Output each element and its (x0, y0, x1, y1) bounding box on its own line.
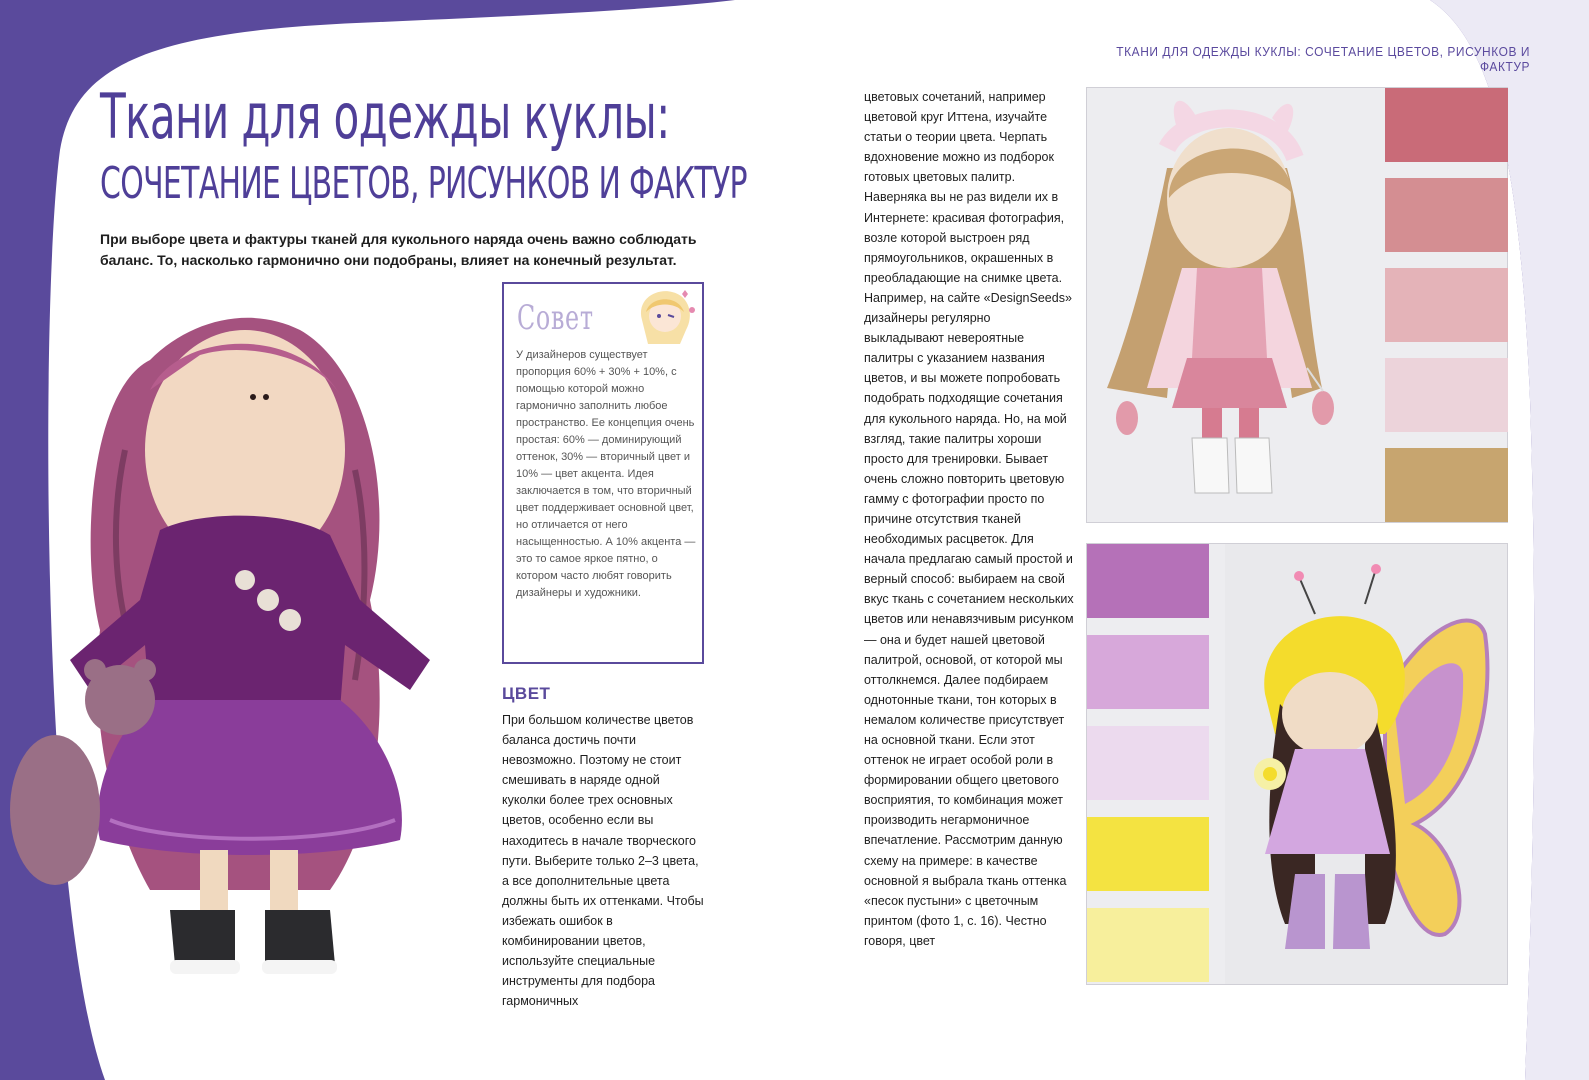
color-swatch (1385, 268, 1508, 342)
palette-purple (1087, 544, 1209, 984)
running-header: ТКАНИ ДЛЯ ОДЕЖДЫ КУКЛЫ: СОЧЕТАНИЕ ЦВЕТОВ, РИСУНКОВ И ФАКТУР (1116, 44, 1530, 74)
doll-butterfly-photo-frame (1086, 543, 1508, 985)
palette-pink (1385, 88, 1508, 522)
doll-pink-photo (1087, 88, 1369, 522)
page-title: Ткани для одежды куклы: (100, 80, 670, 153)
girl-illustration-icon (628, 286, 700, 348)
color-swatch (1087, 635, 1209, 709)
doll-pink-photo-frame (1086, 87, 1508, 523)
color-swatch (1087, 726, 1209, 800)
page-subtitle: СОЧЕТАНИЕ ЦВЕТОВ, РИСУНКОВ И ФАКТУР (100, 158, 747, 209)
body-column-1: При большом количестве цветов баланса достичь почти невозможно. Поэтому не стоит смешивать в наряде одной куколки более трех основных цветов, особенно если вы находитесь в начале творческого пути. Выберите только 2–3 цвета, а все дополнительные цвета должны быть их оттенками. Чтобы избежать ошибок в комбинировании цветов, используйте специальные инструменты для подбора гармоничных (502, 713, 704, 1009)
color-swatch (1087, 817, 1209, 891)
lead-paragraph: При выборе цвета и фактуры тканей для кукольного наряда очень важно соблюдать баланс. То, насколько гармонично они подобраны, влияет на конечный результат. (100, 231, 697, 268)
doll-butterfly-photo (1225, 544, 1507, 984)
color-swatch (1385, 358, 1508, 432)
color-swatch (1087, 544, 1209, 618)
tip-title: Совет (517, 298, 594, 338)
color-swatch (1385, 88, 1508, 162)
doll-purple-photo (0, 300, 500, 1000)
tip-text: У дизайнеров существует пропорция 60% + 30% + 10%, с помощью которой можно гармонично заполнить любое пространство. Ее концепция очень простая: 60% — доминирующий оттенок, 30% — вторичный цвет и 10% — цвет акцента. Идея заключается в том, что вторичный цвет поддерживает основной цвет, но отличается от него насыщенностью. А 10% акцента — это то самое яркое пятно, о котором часто любят говорить дизайнеры и художники. (516, 349, 696, 599)
body-column-2: цветовых сочетаний, например цветовой круг Иттена, изучайте статьи о теории цвета. Черпать вдохновение можно из подборок готовых цветовых палитр. Наверняка вы не раз видели их в Интернете: красивая фотография, возле которой выстроен ряд прямоугольников, окрашенных в преобладающие на снимке цвета. Например, на сайте «DesignSeeds» дизайнеры регулярно выкладывают невероятные палитры с указанием названия цветов, и вы можете попробовать подобрать подходящие сочетания для кукольного наряда. Но, на мой взгляд, такие палитры хороши просто для тренировки. Бывает очень сложно повторить цветовую гамму с фотографии просто по причине отсутствия тканей необходимых расцветок. Для начала предлагаю самый простой и верный способ: выбираем на свой вкус ткань с сочетанием нескольких цветов или ненавязчивым рисунком — она и будет нашей цветовой палитрой, основой, от которой мы оттолкнемся. Далее подбираем однотонные ткани, тон которых в немалом количестве присутствует на основной ткани. Если этот оттенок не играет особой роли в формировании общего цветового восприятия, то комбинация может производить негармоничное впечатление. Рассмотрим данную схему на примере: в качестве основной я выбрала ткань оттенка «песок пустыни» с цветочным принтом (фото 1, с. 16). Честно говоря, цвет (864, 90, 1074, 948)
color-swatch (1087, 908, 1209, 982)
color-swatch (1385, 448, 1508, 522)
color-swatch (1385, 178, 1508, 252)
section-heading: ЦВЕТ (502, 684, 551, 703)
